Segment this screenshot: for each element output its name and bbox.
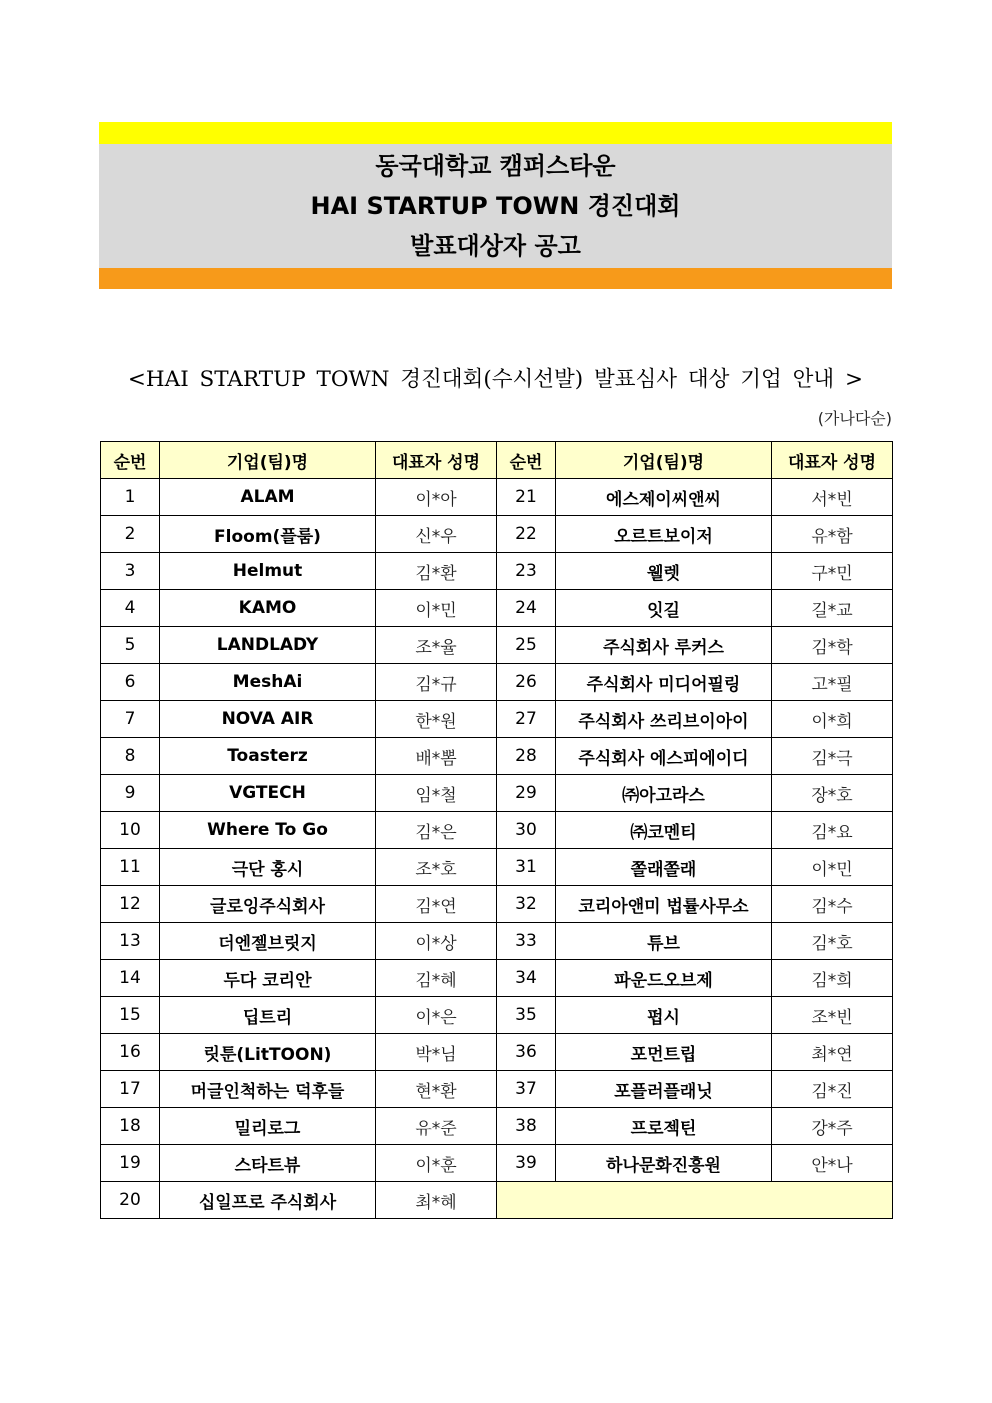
- cell-number: 34: [497, 960, 556, 997]
- cell-company-name: 글로잉주식회사: [160, 886, 376, 923]
- cell-number: 38: [497, 1108, 556, 1145]
- cell-representative: 이*아: [376, 479, 497, 516]
- table-row: [101, 479, 893, 516]
- cell-company-name: 펍시: [556, 997, 772, 1034]
- header-rep-right: 대표자 성명: [772, 442, 893, 479]
- banner-title-block: [99, 144, 892, 268]
- cell-number: 31: [497, 849, 556, 886]
- table-row: [101, 886, 893, 923]
- cell-representative: 김*은: [376, 812, 497, 849]
- cell-number: 28: [497, 738, 556, 775]
- cell-number: 6: [101, 664, 160, 701]
- cell-number: 4: [101, 590, 160, 627]
- cell-company-name: NOVA AIR: [160, 701, 376, 738]
- empty-cell: [497, 1182, 893, 1219]
- cell-representative: 김*호: [772, 923, 893, 960]
- table-row: [101, 664, 893, 701]
- cell-number: 25: [497, 627, 556, 664]
- cell-company-name: 스타트뷰: [160, 1145, 376, 1182]
- cell-company-name: 하나문화진흥원: [556, 1145, 772, 1182]
- cell-representative: 유*함: [772, 516, 893, 553]
- cell-number: 20: [101, 1182, 160, 1219]
- cell-company-name: 주식회사 루커스: [556, 627, 772, 664]
- cell-number: 13: [101, 923, 160, 960]
- cell-number: 24: [497, 590, 556, 627]
- cell-representative: 이*상: [376, 923, 497, 960]
- cell-number: 32: [497, 886, 556, 923]
- cell-company-name: ㈜아고라스: [556, 775, 772, 812]
- cell-number: 29: [497, 775, 556, 812]
- cell-number: 3: [101, 553, 160, 590]
- cell-representative: 김*수: [772, 886, 893, 923]
- cell-company-name: 주식회사 미디어필링: [556, 664, 772, 701]
- cell-representative: 배*뽐: [376, 738, 497, 775]
- cell-representative: 박*님: [376, 1034, 497, 1071]
- cell-company-name: Where To Go: [160, 812, 376, 849]
- cell-company-name: 코리아앤미 법률사무소: [556, 886, 772, 923]
- cell-number: 35: [497, 997, 556, 1034]
- table-row: [101, 590, 893, 627]
- sort-order-note: (가나다순): [817, 409, 892, 428]
- cell-company-name: 두다 코리안: [160, 960, 376, 997]
- cell-representative: 서*빈: [772, 479, 893, 516]
- cell-number: 7: [101, 701, 160, 738]
- cell-representative: 김*혜: [376, 960, 497, 997]
- cell-representative: 구*민: [772, 553, 893, 590]
- cell-representative: 김*연: [376, 886, 497, 923]
- cell-representative: 김*극: [772, 738, 893, 775]
- table-row: [101, 553, 893, 590]
- cell-company-name: 주식회사 에스피에이디: [556, 738, 772, 775]
- cell-company-name: 웰렛: [556, 553, 772, 590]
- cell-number: 11: [101, 849, 160, 886]
- cell-company-name: MeshAi: [160, 664, 376, 701]
- cell-company-name: 튜브: [556, 923, 772, 960]
- cell-number: 36: [497, 1034, 556, 1071]
- banner-bottom-band: [99, 268, 892, 289]
- cell-representative: 김*진: [772, 1071, 893, 1108]
- cell-number: 33: [497, 923, 556, 960]
- table-row: [101, 849, 893, 886]
- cell-representative: 김*규: [376, 664, 497, 701]
- table-row: [101, 1145, 893, 1182]
- cell-number: 18: [101, 1108, 160, 1145]
- company-table: [100, 441, 893, 1219]
- cell-number: 30: [497, 812, 556, 849]
- cell-representative: 임*철: [376, 775, 497, 812]
- cell-representative: 길*교: [772, 590, 893, 627]
- table-body: [101, 479, 893, 1219]
- cell-number: 5: [101, 627, 160, 664]
- cell-number: 39: [497, 1145, 556, 1182]
- cell-representative: 김*희: [772, 960, 893, 997]
- banner-top-band: [99, 122, 892, 144]
- table-row: [101, 516, 893, 553]
- cell-company-name: ALAM: [160, 479, 376, 516]
- cell-representative: 조*빈: [772, 997, 893, 1034]
- cell-number: 23: [497, 553, 556, 590]
- cell-number: 9: [101, 775, 160, 812]
- cell-company-name: 딥트리: [160, 997, 376, 1034]
- cell-company-name: 오르트보이저: [556, 516, 772, 553]
- cell-representative: 이*훈: [376, 1145, 497, 1182]
- header-company-left: 기업(팀)명: [160, 442, 376, 479]
- cell-number: 27: [497, 701, 556, 738]
- table-row: [101, 701, 893, 738]
- cell-representative: 최*연: [772, 1034, 893, 1071]
- table-row: [101, 738, 893, 775]
- cell-number: 37: [497, 1071, 556, 1108]
- cell-company-name: 에스제이씨앤씨: [556, 479, 772, 516]
- table-header-row: [101, 442, 893, 479]
- cell-representative: 김*환: [376, 553, 497, 590]
- cell-representative: 안*나: [772, 1145, 893, 1182]
- cell-representative: 현*환: [376, 1071, 497, 1108]
- title-line-1: 동국대학교 캠퍼스타운: [375, 152, 616, 180]
- cell-representative: 이*희: [772, 701, 893, 738]
- cell-company-name: 파운드오브제: [556, 960, 772, 997]
- cell-company-name: 쫄래쫄래: [556, 849, 772, 886]
- table-row: [101, 1182, 893, 1219]
- cell-representative: 고*필: [772, 664, 893, 701]
- table-row: [101, 812, 893, 849]
- cell-representative: 조*호: [376, 849, 497, 886]
- header-no-left: 순번: [101, 442, 160, 479]
- cell-company-name: 머글인척하는 덕후들: [160, 1071, 376, 1108]
- table-row: [101, 960, 893, 997]
- table-row: [101, 997, 893, 1034]
- header-rep-left: 대표자 성명: [376, 442, 497, 479]
- cell-number: 8: [101, 738, 160, 775]
- cell-company-name: 프로젝틴: [556, 1108, 772, 1145]
- table-row: [101, 1071, 893, 1108]
- cell-company-name: 릿툰(LitTOON): [160, 1034, 376, 1071]
- cell-number: 17: [101, 1071, 160, 1108]
- cell-company-name: 극단 홍시: [160, 849, 376, 886]
- cell-company-name: 더엔젤브릿지: [160, 923, 376, 960]
- table-row: [101, 1034, 893, 1071]
- cell-representative: 최*혜: [376, 1182, 497, 1219]
- cell-representative: 한*원: [376, 701, 497, 738]
- table-row: [101, 627, 893, 664]
- cell-company-name: VGTECH: [160, 775, 376, 812]
- cell-representative: 강*주: [772, 1108, 893, 1145]
- table-row: [101, 1108, 893, 1145]
- cell-number: 10: [101, 812, 160, 849]
- cell-number: 26: [497, 664, 556, 701]
- header-no-right: 순번: [497, 442, 556, 479]
- cell-representative: 유*준: [376, 1108, 497, 1145]
- cell-number: 15: [101, 997, 160, 1034]
- cell-representative: 조*율: [376, 627, 497, 664]
- title-line-3: 발표대상자 공고: [410, 232, 581, 260]
- cell-company-name: LANDLADY: [160, 627, 376, 664]
- cell-number: 16: [101, 1034, 160, 1071]
- cell-company-name: 포플러플래닛: [556, 1071, 772, 1108]
- cell-company-name: Toasterz: [160, 738, 376, 775]
- cell-number: 1: [101, 479, 160, 516]
- cell-representative: 이*은: [376, 997, 497, 1034]
- cell-company-name: Floom(플룸): [160, 516, 376, 553]
- cell-company-name: Helmut: [160, 553, 376, 590]
- cell-representative: 이*민: [772, 849, 893, 886]
- cell-number: 2: [101, 516, 160, 553]
- notice-subtitle: <HAI STARTUP TOWN 경진대회(수시선발) 발표심사 대상 기업 안내 >: [127, 367, 864, 392]
- title-banner: [99, 122, 892, 289]
- cell-representative: 장*호: [772, 775, 893, 812]
- cell-number: 14: [101, 960, 160, 997]
- cell-company-name: KAMO: [160, 590, 376, 627]
- cell-company-name: 십일프로 주식회사: [160, 1182, 376, 1219]
- cell-representative: 신*우: [376, 516, 497, 553]
- cell-number: 19: [101, 1145, 160, 1182]
- table-row: [101, 775, 893, 812]
- cell-company-name: 포먼트립: [556, 1034, 772, 1071]
- cell-company-name: 주식회사 쓰리브이아이: [556, 701, 772, 738]
- cell-representative: 이*민: [376, 590, 497, 627]
- cell-company-name: ㈜코멘티: [556, 812, 772, 849]
- cell-company-name: 밀리로그: [160, 1108, 376, 1145]
- title-line-2: HAI STARTUP TOWN 경진대회: [310, 192, 681, 220]
- cell-number: 12: [101, 886, 160, 923]
- header-company-right: 기업(팀)명: [556, 442, 772, 479]
- cell-representative: 김*요: [772, 812, 893, 849]
- cell-number: 22: [497, 516, 556, 553]
- cell-representative: 김*학: [772, 627, 893, 664]
- cell-number: 21: [497, 479, 556, 516]
- cell-company-name: 잇길: [556, 590, 772, 627]
- table-row: [101, 923, 893, 960]
